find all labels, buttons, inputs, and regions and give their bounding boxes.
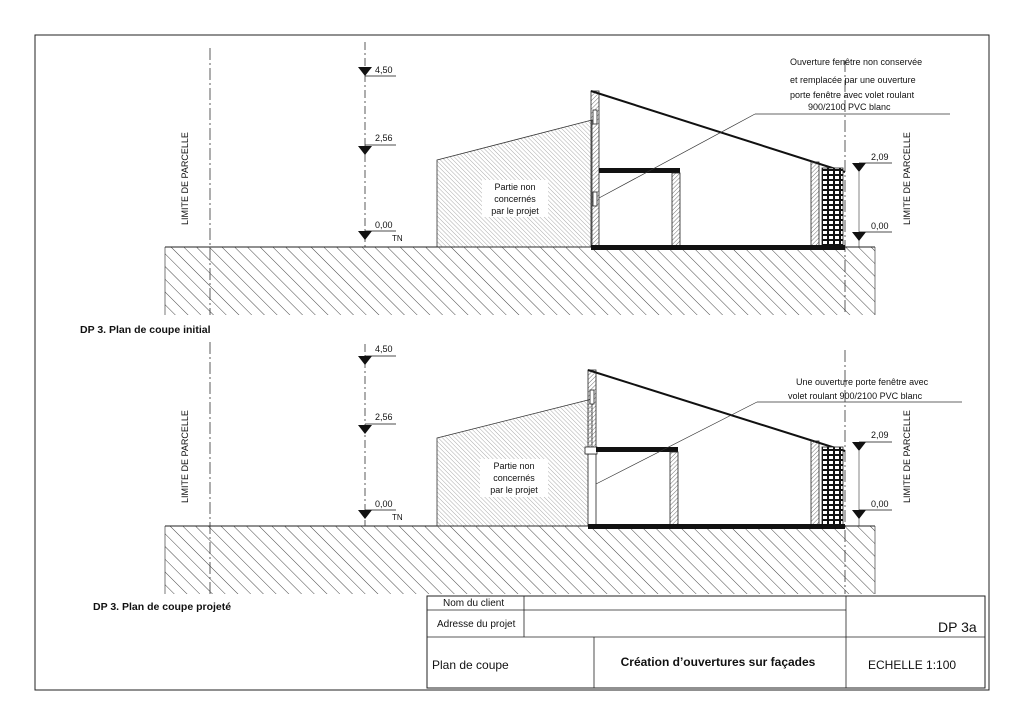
- svg-text:TN: TN: [392, 234, 403, 243]
- svg-text:0,00: 0,00: [871, 499, 889, 509]
- level-marker-right-ground: [852, 499, 892, 519]
- annotation-line2: et remplacée par une ouverture: [790, 75, 916, 85]
- svg-text:2,09: 2,09: [871, 430, 889, 440]
- annotation-line2: volet roulant 900/2100 PVC blanc: [788, 391, 923, 401]
- level-marker-top: [358, 65, 396, 76]
- mezzanine-column: [672, 173, 680, 247]
- level-marker-ground: [358, 499, 403, 522]
- parcel-limit-label-left: LIMITE DE PARCELLE: [180, 410, 190, 503]
- wall-right-blocks: [822, 168, 843, 247]
- scale: ECHELLE 1:100: [868, 658, 957, 672]
- ground-hatch: [165, 247, 875, 315]
- floor-slab: [588, 524, 845, 529]
- section-title: DP 3. Plan de coupe initial: [80, 324, 211, 336]
- wall-right-inner: [811, 441, 819, 526]
- level-marker-top: [358, 344, 396, 365]
- annotation-line3: porte fenêtre avec volet roulant: [790, 90, 915, 100]
- svg-text:2,56: 2,56: [375, 412, 393, 422]
- window-old: [593, 110, 597, 124]
- level-marker-right-ground: [852, 221, 892, 241]
- mezzanine-slab: [599, 168, 680, 173]
- annotation-line4: 900/2100 PVC blanc: [808, 102, 891, 112]
- parcel-limit-label-right: LIMITE DE PARCELLE: [902, 132, 912, 225]
- svg-text:2,56: 2,56: [375, 133, 393, 143]
- annotation-line1: Ouverture fenêtre non conservée: [790, 57, 923, 67]
- wall-right-blocks: [822, 447, 843, 526]
- svg-text:0,00: 0,00: [871, 221, 889, 231]
- wall-right-inner: [811, 162, 819, 247]
- address-label: Adresse du projet: [437, 619, 516, 630]
- hatched-note-line3: par le projet: [490, 485, 538, 495]
- window-upper: [590, 390, 594, 404]
- svg-text:2,09: 2,09: [871, 152, 889, 162]
- hatched-note-line3: par le projet: [491, 206, 539, 216]
- project-title: Création d’ouvertures sur façades: [620, 655, 816, 669]
- hatched-note-line1: Partie non: [493, 461, 535, 471]
- hatched-note-line2: concernés: [493, 473, 535, 483]
- door-opening: [588, 454, 596, 526]
- floor-slab: [591, 245, 845, 250]
- client-label: Nom du client: [443, 598, 505, 609]
- title-block: [427, 596, 985, 688]
- svg-text:4,50: 4,50: [375, 344, 393, 354]
- section-initial: [80, 42, 950, 336]
- hatched-note-line1: Partie non: [494, 182, 536, 192]
- svg-text:4,50: 4,50: [375, 65, 393, 75]
- roof-line: [591, 91, 845, 172]
- mezzanine-slab: [596, 447, 678, 452]
- plan-type: Plan de coupe: [432, 658, 509, 672]
- level-marker-mid: [358, 412, 396, 434]
- svg-text:TN: TN: [392, 513, 403, 522]
- parcel-limit-label-right: LIMITE DE PARCELLE: [902, 410, 912, 503]
- svg-text:0,00: 0,00: [375, 499, 393, 509]
- svg-text:0,00: 0,00: [375, 220, 393, 230]
- sheet-id: DP 3a: [938, 619, 977, 635]
- mezzanine-column: [670, 452, 678, 526]
- section-projected: [93, 342, 962, 613]
- level-marker-mid: [358, 133, 396, 155]
- wall-left: [588, 370, 596, 454]
- section-title: DP 3. Plan de coupe projeté: [93, 601, 232, 613]
- hatched-note-line2: concernés: [494, 194, 536, 204]
- parcel-limit-label-left: LIMITE DE PARCELLE: [180, 132, 190, 225]
- ground-hatch: [165, 526, 875, 594]
- annotation-line1: Une ouverture porte fenêtre avec: [796, 377, 929, 387]
